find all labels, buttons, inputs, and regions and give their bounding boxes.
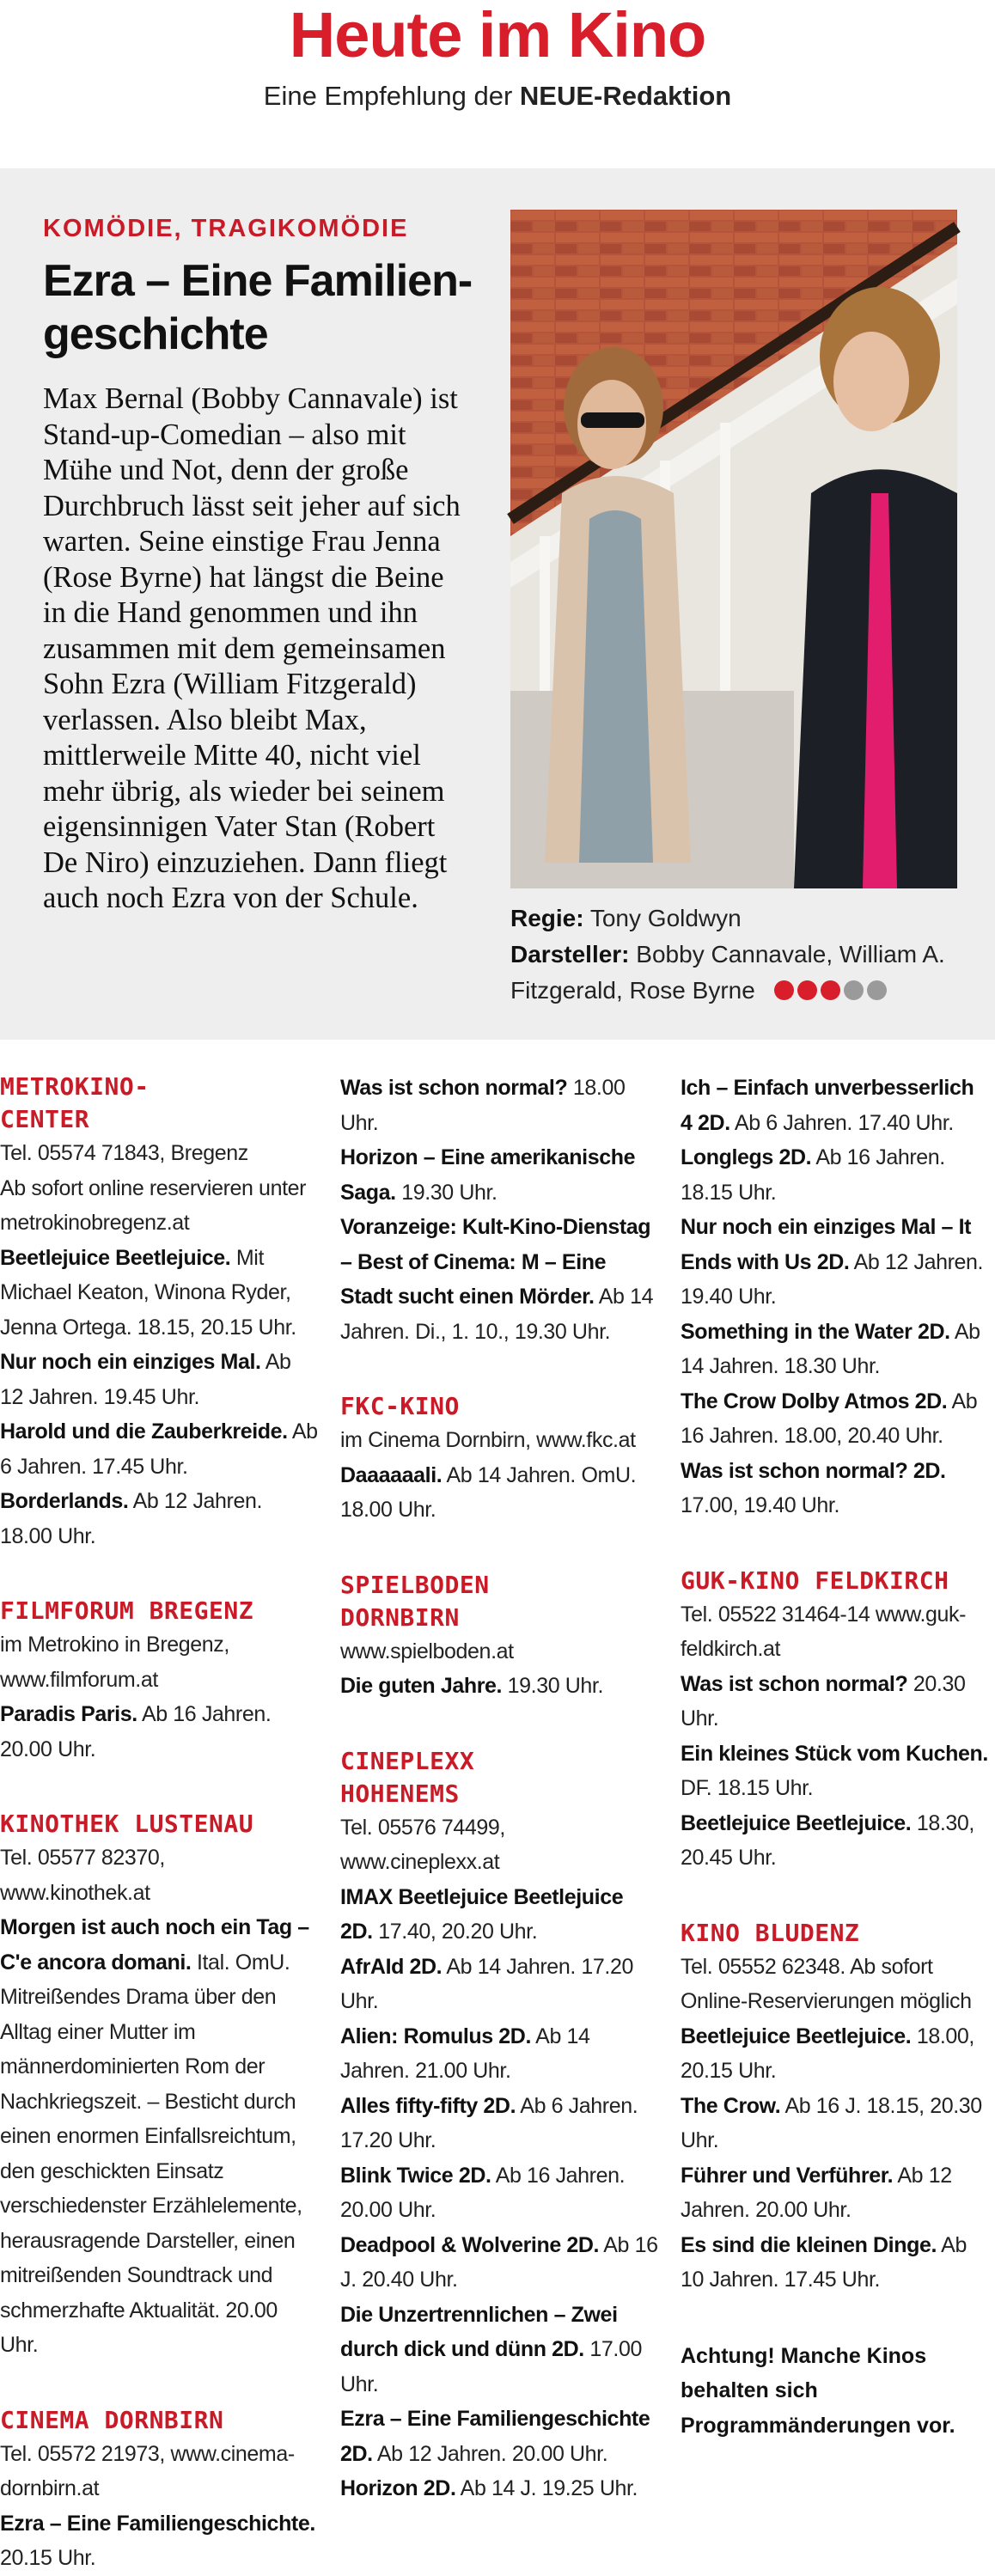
screening-details: Ab 6 Jahren. 17.40 Uhr. — [729, 1110, 954, 1135]
cinema-name: FKC-KINO — [340, 1392, 460, 1420]
cinema-section — [340, 1071, 660, 1349]
film-title: Horizon – Eine amerikanische Saga. — [340, 1145, 636, 1205]
contact-text: Tel. 05572 21973, www.cinema-dornbirn.at — [0, 2441, 295, 2500]
screening-entry — [681, 1667, 990, 1737]
film-title: AfrAId 2D. — [340, 1954, 443, 1979]
headline-line-1: Ezra – Eine Familien- — [43, 256, 473, 306]
screening-entry — [681, 1806, 990, 1876]
cinema-section — [340, 1390, 660, 1528]
film-title: Die Unzertrennlichen – Zwei durch dick und dünn 2D. — [340, 2302, 618, 2361]
cinema-info — [0, 1627, 320, 1697]
cinema-section — [681, 1917, 990, 2298]
cinema-name: SPIELBODEN DORNBIRN — [340, 1570, 490, 1632]
film-title: The Crow Dolby Atmos 2D. — [681, 1389, 948, 1413]
listings-column-3 — [681, 1071, 990, 2443]
film-title: Borderlands. — [0, 1489, 129, 1513]
subtitle-prefix: Eine Empfehlung der — [263, 81, 513, 111]
cinema-section — [340, 1745, 660, 2506]
screening-entry — [681, 2089, 990, 2158]
section-gap — [340, 1349, 660, 1390]
rating-dot-empty — [867, 980, 887, 1000]
screening-details: Ab 14 Jahren. 18.30 Uhr. — [681, 1319, 980, 1378]
film-title: Ich – Einfach unverbesserlich 4 2D. — [681, 1076, 974, 1135]
screening-entry — [340, 2019, 660, 2089]
contact-text: im Metrokino in Bregenz, www.filmforum.at — [0, 1633, 229, 1692]
screening-entry — [0, 1414, 320, 1484]
screening-details: Mit Michael Keaton, Winona Ryder, Jenna Ortega. 18.15, 20.15 Uhr. — [0, 1245, 296, 1340]
film-title: Alien: Romulus 2D. — [340, 2024, 531, 2048]
film-title: Horizon 2D. — [340, 2476, 456, 2500]
screening-details: 18.30, 20.45 Uhr. — [681, 1810, 974, 1870]
film-title: Daaaaaali. — [340, 1462, 443, 1487]
screening-details: Ab 6 Jahren. 17.45 Uhr. — [0, 1419, 318, 1479]
film-title: Es sind die kleinen Dinge. — [681, 2232, 937, 2257]
screening-details: 18.00 Uhr. — [340, 1076, 626, 1135]
cinema-info — [0, 1136, 320, 1171]
contact-text: Tel. 05577 82370, www.kinothek.at — [0, 1846, 165, 1905]
screening-details: Ab 16 Jahren. 18.00, 20.40 Uhr. — [681, 1389, 978, 1448]
screening-details: 17.00 Uhr. — [340, 2337, 642, 2396]
feature-body: Max Bernal (Bobby Cannavale) ist Stand-up-Comedian – also mit Mühe und Not, denn der große Durchbruch lässt seit jeher auf sich warten. Seine einstige Frau Jenna (Rose Byrne) hat längst die Beine in die Hand genommen und ihn zusammen mit dem gemeinsamen Sohn Ezra (William Fitzgerald) verlassen. Also bleibt Max, mittlerweile Mitte 40, nicht viel mehr übrig, als wieder bei seinem eigensinnigen Vater Stan (Robert De Niro) einzuziehen. Dann fliegt auch noch Ezra von der Schule. — [43, 382, 461, 914]
cinema-name: GUK-KINO FELDKIRCH — [681, 1566, 949, 1595]
section-gap — [681, 1876, 990, 1917]
cinema-name: KINOTHEK LUSTENAU — [0, 1810, 254, 1838]
screening-details: Ab 14 Jahren. Di., 1. 10., 19.30 Uhr. — [340, 1285, 654, 1344]
cinema-section — [0, 1808, 320, 2363]
cinema-section — [0, 1071, 320, 1554]
cast-names: Bobby Cannavale, William A. Fitzgerald, Rose Byrne — [510, 941, 945, 1004]
screening-details: Ab 12 Jahren. 19.45 Uhr. — [0, 1350, 291, 1409]
screening-details: Ab 10 Jahren. 17.45 Uhr. — [681, 2232, 967, 2292]
contact-text: im Cinema Dornbirn, www.fkc.at — [340, 1428, 636, 1452]
film-title: Beetlejuice Beetlejuice. — [681, 2024, 912, 2048]
contact-text: Tel. 05522 31464-14 www.guk-feldkirch.at — [681, 1602, 967, 1661]
film-title: Beetlejuice Beetlejuice. — [681, 1810, 912, 1835]
screening-details: 20.30 Uhr. — [681, 1671, 966, 1731]
screening-entry — [340, 2089, 660, 2158]
feature-genre: KOMÖDIE, TRAGIKOMÖDIE — [43, 215, 409, 242]
film-title: Beetlejuice Beetlejuice. — [0, 1245, 231, 1270]
screening-entry — [340, 1210, 660, 1349]
screening-entry — [340, 1880, 660, 1950]
film-title: Ezra – Eine Familiengeschichte 2D. — [340, 2407, 650, 2466]
screening-entry — [340, 1071, 660, 1140]
screening-details: Ab 14 J. 19.25 Uhr. — [455, 2476, 638, 2500]
screening-entry — [0, 1345, 320, 1414]
cinema-name: CINEPLEXX HOHENEMS — [340, 1746, 475, 1808]
feature-headline — [43, 254, 490, 361]
section-gap — [0, 2363, 320, 2404]
screening-details: Ab 16 Jahren. 20.00 Uhr. — [340, 2163, 626, 2222]
cinema-section — [681, 2339, 990, 2444]
screening-entry — [681, 1210, 990, 1315]
rating-dot-filled — [821, 980, 840, 1000]
film-title: Harold und die Zauberkreide. — [0, 1419, 288, 1444]
cast-label: Darsteller: — [510, 941, 630, 968]
subtitle-editorial: NEUE-Redaktion — [519, 81, 732, 111]
screening-entry — [681, 1315, 990, 1384]
screening-details: Ab 12 Jahren. 18.00 Uhr. — [0, 1489, 263, 1548]
screening-details: 18.00, 20.15 Uhr. — [681, 2024, 974, 2083]
screening-details: 17.00, 19.40 Uhr. — [681, 1493, 840, 1517]
film-title: Blink Twice 2D. — [340, 2163, 491, 2188]
film-title: Deadpool & Wolverine 2D. — [340, 2232, 600, 2257]
headline-line-2: geschichte — [43, 309, 268, 359]
rating-dot-filled — [774, 980, 794, 1000]
screening-entry — [681, 1140, 990, 1210]
cinema-name: METROKINO- CENTER — [0, 1072, 150, 1133]
cinema-info — [0, 1840, 320, 1910]
contact-text: Tel. 05552 62348. Ab sofort Online-Reservierungen möglich — [681, 1954, 972, 2013]
cinema-info — [0, 2437, 320, 2506]
cinema-name: KINO BLUDENZ — [681, 1918, 860, 1947]
screening-entry — [340, 1669, 660, 1704]
listings-column-1 — [0, 1071, 320, 2576]
cinema-info — [340, 1423, 660, 1458]
film-title: Voranzeige: Kult-Kino-Dienstag – Best of Cinema: M – Eine Stadt sucht einen Mörder. — [340, 1215, 651, 1309]
screening-details: Ab 14 Jahren. 21.00 Uhr. — [340, 2024, 590, 2083]
screening-entry — [340, 2471, 660, 2506]
screening-entry — [340, 2158, 660, 2228]
cinema-info — [340, 1810, 660, 1880]
screening-entry — [0, 1697, 320, 1767]
screening-entry — [340, 1458, 660, 1528]
feature-credits — [510, 900, 966, 1009]
section-gap — [340, 1704, 660, 1745]
screening-entry — [340, 1140, 660, 1210]
director-label: Regie: — [510, 905, 584, 931]
screening-details: Ab 12 Jahren. 20.00 Uhr. — [372, 2441, 608, 2466]
cinema-name: FILMFORUM BREGENZ — [0, 1596, 254, 1625]
screening-details: 19.30 Uhr. — [395, 1180, 498, 1205]
page-subtitle — [0, 81, 995, 112]
screening-entry — [681, 2228, 990, 2298]
screening-entry — [340, 2228, 660, 2298]
screening-entry — [681, 2019, 990, 2089]
cinema-section — [681, 1565, 990, 1876]
cinema-info — [681, 1597, 990, 1667]
screening-entry — [340, 1950, 660, 2019]
film-title: Alles fifty-fifty 2D. — [340, 2093, 516, 2118]
screening-details: 17.40, 20.20 Uhr. — [372, 1920, 538, 1944]
screening-entry — [0, 1241, 320, 1346]
film-title: Paradis Paris. — [0, 1702, 137, 1726]
cinema-name: CINEMA DORNBIRN — [0, 2405, 224, 2434]
cinema-section — [0, 1595, 320, 1767]
screening-details: Ab 16 J. 20.40 Uhr. — [340, 2232, 658, 2292]
screening-entry — [0, 2506, 320, 2576]
program-change-note: Achtung! Manche Kinos behalten sich Programmänderungen vor. — [681, 2343, 955, 2438]
cinema-info — [340, 1634, 660, 1670]
screening-details: Ab 16 Jahren. 20.00 Uhr. — [0, 1702, 272, 1761]
masthead — [0, 0, 995, 168]
contact-text: www.spielboden.at — [340, 1639, 514, 1663]
screening-entry — [681, 1384, 990, 1454]
film-title: Morgen ist auch noch ein Tag – C'e ancora domani. — [0, 1915, 309, 1975]
contact-text: Tel. 05574 71843, Bregenz — [0, 1141, 248, 1165]
film-title: Something in the Water 2D. — [681, 1319, 950, 1344]
listings-column-2 — [340, 1071, 660, 2506]
film-still-photo — [510, 210, 957, 888]
screening-entry — [681, 1737, 990, 1806]
section-gap — [681, 1523, 990, 1565]
film-title: Was ist schon normal? 2D. — [681, 1458, 946, 1483]
film-title: Die guten Jahre. — [340, 1674, 503, 1698]
screening-details: 19.30 Uhr. — [502, 1674, 604, 1698]
film-title: Longlegs 2D. — [681, 1145, 812, 1169]
screening-entry — [340, 2298, 660, 2402]
film-title: Nur noch ein einziges Mal. — [0, 1350, 261, 1374]
section-gap — [0, 1767, 320, 1808]
screening-details: Ab 12 Jahren. 20.00 Uhr. — [681, 2163, 952, 2222]
screening-entry — [681, 1454, 990, 1523]
section-gap — [0, 1554, 320, 1595]
contact-text: Ab sofort online reservieren unter metrokinobregenz.at — [0, 1175, 307, 1235]
screening-details: Ab 12 Jahren. 19.40 Uhr. — [681, 1249, 984, 1309]
feature-review — [0, 168, 995, 1040]
cinema-section — [681, 1071, 990, 1523]
film-title: Ezra – Eine Familiengeschichte. — [0, 2511, 315, 2536]
section-gap — [681, 2298, 990, 2339]
page-title: Heute im Kino — [289, 0, 706, 70]
film-title: Ein kleines Stück vom Kuchen. — [681, 1741, 988, 1766]
cinema-section — [0, 2404, 320, 2576]
film-still-illustration — [510, 210, 957, 888]
rating-dots — [774, 980, 887, 1000]
cinema-section — [340, 1569, 660, 1704]
cinema-info — [0, 1171, 320, 1241]
screening-details: Ital. OmU. Mitreißendes Drama über den Alltag einer Mutter im männerdominierten Rom der Nachkriegszeit. – Besticht durch einen enormen Einfallsreichtum, den geschickten Einsatz verschiedenster Erzählelemente, herausragende Darsteller, einen mitreißenden Soundtrack und schmerzhafte Aktualität. 20.00 Uhr. — [0, 1950, 302, 2357]
screening-details: Ab 6 Jahren. 17.20 Uhr. — [340, 2093, 638, 2152]
screening-details: Ab 16 J. 18.15, 20.30 Uhr. — [681, 2093, 982, 2152]
screening-details: 20.15 Uhr. — [0, 2546, 96, 2570]
film-title: Nur noch ein einziges Mal – It Ends with Us 2D. — [681, 1215, 972, 1274]
screening-details: Ab 16 Jahren. 18.15 Uhr. — [681, 1145, 945, 1205]
contact-text: Tel. 05576 74499, www.cineplexx.at — [340, 1815, 505, 1874]
rating-dot-empty — [844, 980, 864, 1000]
screening-entry — [681, 2158, 990, 2228]
film-title: Was ist schon normal? — [340, 1076, 568, 1100]
screening-entry — [681, 1071, 990, 1140]
screening-details: Ab 14 Jahren. OmU. 18.00 Uhr. — [340, 1462, 637, 1522]
film-title: The Crow. — [681, 2093, 781, 2118]
film-title: IMAX Beetlejuice Beetlejuice 2D. — [340, 1884, 624, 1944]
screening-entry — [0, 1484, 320, 1554]
cinema-info — [681, 1950, 990, 2019]
screening-entry — [0, 1910, 320, 2363]
section-gap — [340, 1528, 660, 1569]
director-name: Tony Goldwyn — [589, 905, 742, 931]
screening-entry — [340, 2402, 660, 2471]
screening-details: DF. 18.15 Uhr. — [681, 1776, 814, 1800]
cinema-listings — [0, 1040, 995, 2570]
film-title: Was ist schon normal? — [681, 1671, 908, 1696]
rating-dot-filled — [797, 980, 817, 1000]
film-title: Führer und Verführer. — [681, 2163, 894, 2188]
screening-details: Ab 14 Jahren. 17.20 Uhr. — [340, 1954, 633, 2013]
